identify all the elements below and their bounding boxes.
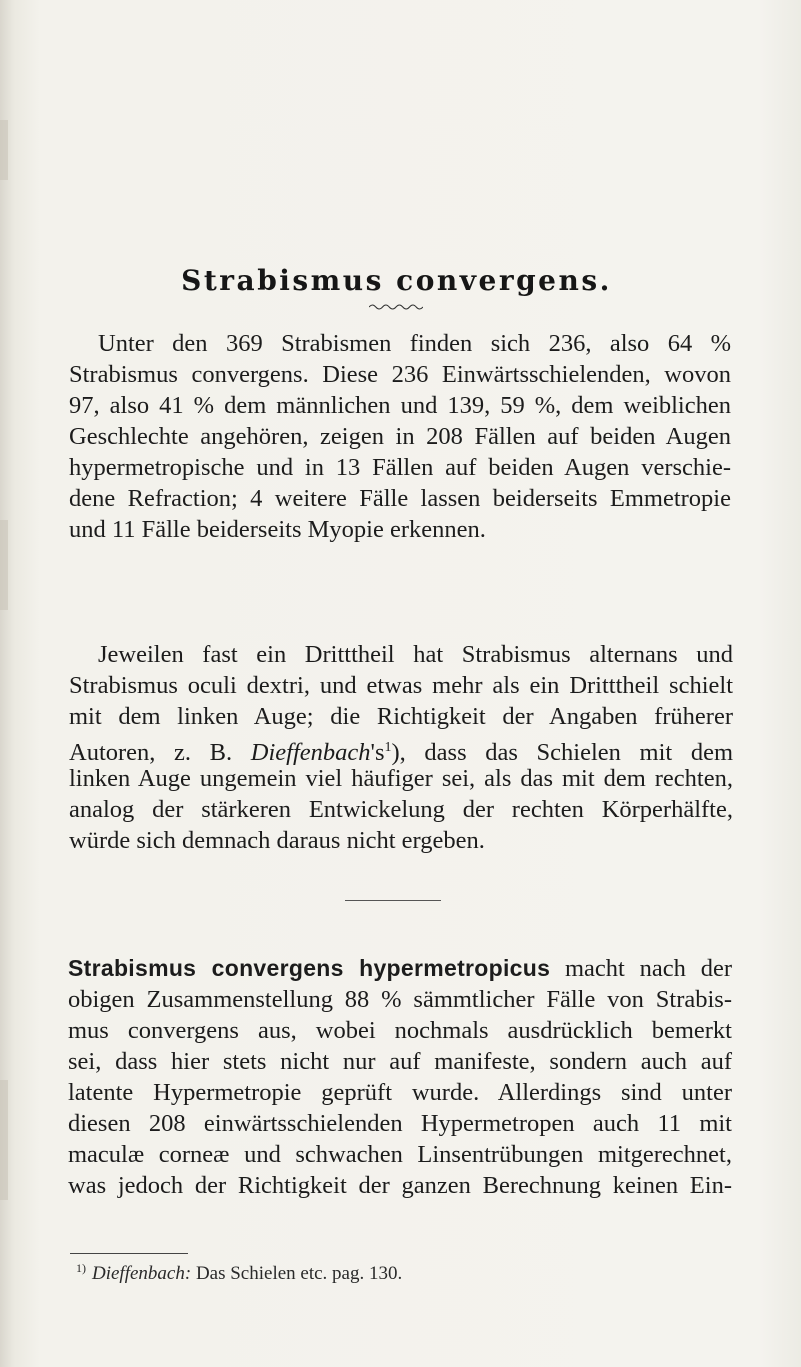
text-line-lead [68,953,732,984]
text-line: Unter den 369 Strabismen finden sich 236, also 64 % [98,330,731,357]
text-line: würde sich demnach daraus nicht ergeben. [69,827,485,854]
text-line: maculæ corneæ und schwachen Linsentrübungen mitgerechnet, [68,1141,732,1168]
paragraph-2 [69,639,733,856]
text-line-citation [69,732,734,766]
cited-author: Dieffenbach [250,739,371,766]
text-line: linken Auge ungemein viel häufiger sei, als das mit dem rechten, [69,765,733,792]
text-line: mus convergens aus, wobei nochmals ausdrücklich bemerkt [68,1017,732,1044]
text-line: sei, dass hier stets nicht nur auf manifeste, sondern auch auf [68,1048,732,1075]
paragraph-3 [68,953,732,1201]
text-line: Geschlechte angehören, zeigen in 208 Fällen auf beiden Augen [69,423,731,450]
heading-ornament [369,303,423,311]
text-line: analog der stärkeren Entwickelung der rechten Körperhälfte, [69,796,733,823]
text-line: diesen 208 einwärtsschielenden Hypermetropen auch 11 mit [68,1110,732,1137]
text-line: mit dem linken Auge; die Richtigkeit der Angaben früherer [69,703,733,730]
text-line: und 11 Fälle beiderseits Myopie erkennen. [69,516,486,543]
text-line: Strabismus convergens. Diese 236 Einwärtsschielenden, wovon [69,361,731,388]
page-edge-shadow [0,1080,8,1200]
footnote-text: Das Schielen etc. pag. 130. [195,1263,403,1284]
text-line: latente Hypermetropie geprüft wurde. Allerdings sind unter [68,1079,732,1106]
page-edge-shadow [0,120,8,180]
footnote-rule [70,1253,188,1254]
citation-separator: ), [391,739,406,766]
text-line: obigen Zusammenstellung 88 % sämmtlicher Fälle von Strabis- [68,986,732,1013]
section-heading: Strabismus convergens. [181,264,612,297]
text-line-tail: dass das Schielen mit dem [424,739,734,766]
section-divider [345,900,441,901]
footnote [76,1261,402,1285]
paragraph-1 [69,328,731,545]
text-line: was jedoch der Richtigkeit der ganzen Berechnung keinen Ein- [68,1172,732,1199]
footnote-author: Dieffenbach: [92,1263,192,1284]
text-line: Jeweilen fast ein Dritttheil hat Strabismus alternans und [98,641,733,668]
text-line: dene Refraction; 4 weitere Fälle lassen beiderseits Emmetropie [69,485,731,512]
footnote-reference[interactable]: 1 [384,740,392,755]
possessive: 's [370,739,385,766]
text-line: hypermetropische und in 13 Fällen auf beiden Augen verschie- [69,454,731,481]
page-edge-shadow [0,520,8,610]
text-line: 97, also 41 % dem männlichen und 139, 59 %, dem weiblichen [69,392,731,419]
bold-lead-term: Strabismus convergens hypermetropicus [68,955,551,981]
text-line: Strabismus oculi dextri, und etwas mehr als ein Dritttheil schielt [69,672,733,699]
citation-prefix: Autoren, z. B. [69,739,233,766]
footnote-marker: 1) [76,1261,86,1275]
text-line-tail: macht nach der [565,955,732,982]
